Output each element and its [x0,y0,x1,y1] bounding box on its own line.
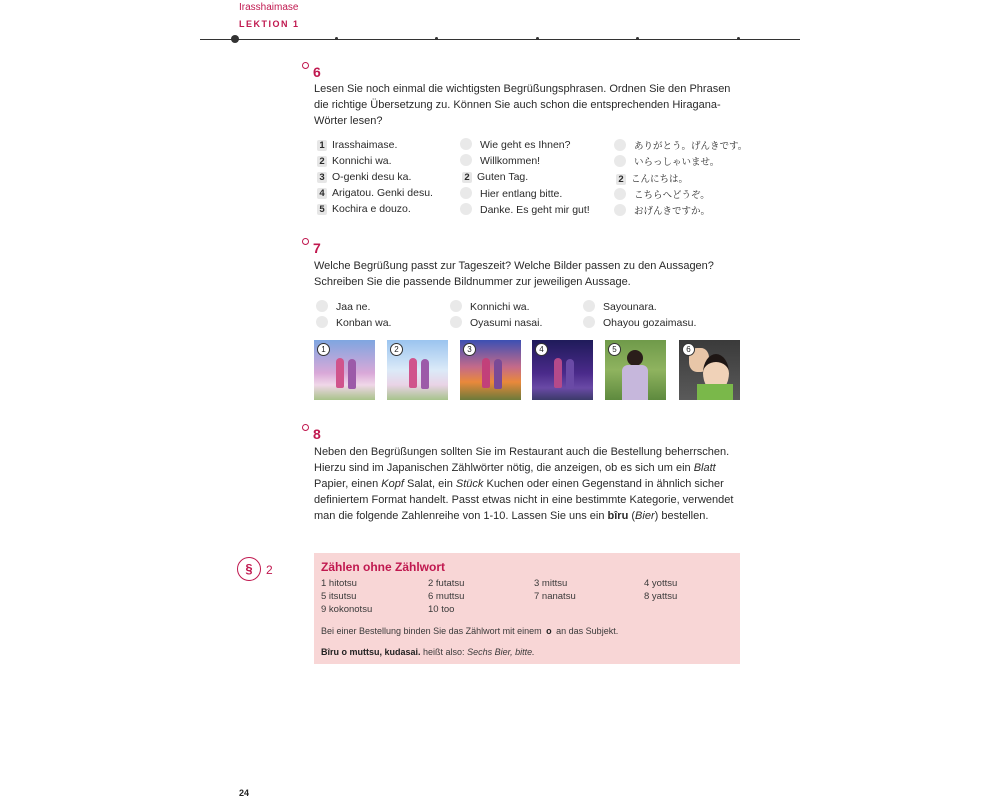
answer-circle[interactable] [460,187,472,199]
answer-circle[interactable] [316,300,328,312]
phrase-row [317,155,392,167]
answer-circle[interactable] [614,139,626,151]
greeting-text: Jaa ne. [336,301,371,313]
image-number: 6 [682,343,695,356]
answer-circle[interactable] [450,316,462,328]
progress-dot [636,37,639,40]
translation-row [462,171,528,183]
count-word: 4 yottsu [644,578,678,589]
exercise-6-number: 6 [313,64,321,80]
photo-woman-bowing [605,340,666,400]
hiragana-row [616,171,688,185]
phrase-text: Kochira e douzo. [332,203,411,215]
head-shape [627,350,643,366]
greeting-text: Konban wa. [336,317,392,329]
phrase-row [317,203,411,215]
image-number: 1 [317,343,330,356]
grammar-section-number: 2 [266,563,273,577]
progress-dot [536,37,539,40]
greeting-text: Ohayou gozaimasu. [603,317,697,329]
hiragana-text: こちらへどうぞ。 [634,190,710,201]
header-rule [200,39,800,40]
hiragana-text: いらっしゃいませ。 [634,157,720,168]
grammar-section-icon[interactable]: § [237,557,261,581]
phrase-text: Arigatou. Genki desu. [332,187,433,199]
answer-circle[interactable] [460,154,472,166]
counting-example: Bîru o muttsu, kudasai. heißt also: Sechs Bier, bitte. [321,647,535,657]
phrase-text: Irasshaimase. [332,139,398,151]
progress-dot-current [231,35,239,43]
figure-shape [421,359,429,389]
answer-circle[interactable] [460,203,472,215]
hiragana-row [614,203,710,217]
greeting-option [316,300,370,313]
image-number: 5 [608,343,621,356]
audio-marker-icon [302,238,309,245]
phrase-number: 1 [317,140,327,151]
answer-circle[interactable] [316,316,328,328]
shirt-shape [697,384,733,400]
phrase-row [317,139,397,151]
figure-shape [409,358,417,388]
hiragana-text: おげんきですか。 [634,206,711,217]
greeting-option [450,316,542,329]
progress-dot [737,37,740,40]
figure-shape [566,359,574,389]
photo-geishas-sunset [460,340,521,400]
progress-dot [435,37,438,40]
hiragana-row [614,154,719,168]
counting-rule: Bei einer Bestellung binden Sie das Zählwort mit einem o an das Subjekt. [321,626,619,636]
translation-row [460,203,590,216]
exercise-8-number: 8 [313,426,321,442]
figure-shape [482,358,490,388]
figure-shape [336,358,344,388]
photo-girl-waving [679,340,740,400]
lesson-label: LEKTION 1 [239,19,300,29]
answer-circle[interactable] [460,138,472,150]
counting-box-title: Zählen ohne Zählwort [321,560,446,574]
progress-dot [335,37,338,40]
figure-shape [348,359,356,389]
answer-circle[interactable] [614,188,626,200]
count-word: 7 nanatsu [534,591,576,602]
page-number: 24 [239,788,250,798]
phrase-row [317,187,433,199]
kimono-shape [622,365,648,400]
chapter-title: Irasshaimase [239,2,299,13]
greeting-text: Konnichi wa. [470,301,530,313]
answer-circle[interactable] [614,204,626,216]
greeting-text: Oyasumi nasai. [470,317,543,329]
count-word: 3 mittsu [534,578,568,589]
exercise-8-text: Neben den Begrüßungen sollten Sie im Restaurant auch die Bestellung beherrschen. Hierzu sind im Japanischen Zählwörter nötig, die anzeigen, ob es sich um ein Blatt Papier, einen Kopf Salat, ein Stück Kuchen oder einen Gegenstand in ähnlich sicher definiertem Format handelt. Passt etwas nicht in eine bestimmte Kategorie, verwendet man die folgende Zahlenreihe von 1-10. Lassen Sie uns ein bîru (Bier) bestellen. [314,446,734,522]
count-word: 8 yattsu [644,591,678,602]
audio-marker-icon [302,62,309,69]
translation-text: Guten Tag. [477,171,529,183]
phrase-text: O-genki desu ka. [332,171,412,183]
translation-text: Willkommen! [480,155,541,167]
count-word: 9 kokonotsu [321,604,373,615]
phrase-number: 2 [317,156,327,167]
greeting-option [583,316,696,329]
audio-marker-icon [302,424,309,431]
image-number: 3 [463,343,476,356]
answer-filled: 2 [462,172,472,183]
photo-geishas-morning [314,340,375,400]
exercise-7-number: 7 [313,240,321,256]
figure-shape [554,358,562,388]
count-word: 2 futatsu [428,578,465,589]
translation-row [460,138,570,151]
answer-circle[interactable] [450,300,462,312]
photo-geishas-night [532,340,593,400]
answer-filled: 2 [616,174,626,185]
translation-row [460,154,540,167]
translation-text: Hier entlang bitte. [480,188,563,200]
count-word: 6 muttsu [428,591,465,602]
hiragana-row [614,187,710,201]
phrase-number: 4 [317,188,327,199]
translation-row [460,187,562,200]
exercise-6-instructions: Lesen Sie noch einmal die wichtigsten Begrüßungsphrasen. Ordnen Sie den Phrasen die richtige Übersetzung zu. Können Sie auch schon die entsprechenden Hiragana-Wörter lesen? [314,83,731,127]
answer-circle[interactable] [614,155,626,167]
answer-circle[interactable] [583,300,595,312]
translation-text: Danke. Es geht mir gut! [480,204,590,216]
count-word: 10 too [428,604,455,615]
exercise-7-instructions: Welche Begrüßung passt zur Tageszeit? Welche Bilder passen zu den Aussagen? Schreiben Sie die passende Bildnummer zur jeweiligen Aussage. [314,260,714,288]
greeting-option [316,316,391,329]
hiragana-row [614,138,747,152]
phrase-number: 5 [317,204,327,215]
image-number: 4 [535,343,548,356]
count-word: 5 itsutsu [321,591,357,602]
phrase-number: 3 [317,172,327,183]
hiragana-text: ありがとう。げんきです。 [634,141,748,152]
answer-circle[interactable] [583,316,595,328]
translation-text: Wie geht es Ihnen? [480,139,571,151]
greeting-option [583,300,657,313]
photo-geishas-day [387,340,448,400]
figure-shape [494,359,502,389]
phrase-text: Konnichi wa. [332,155,392,167]
count-word: 1 hitotsu [321,578,357,589]
image-number: 2 [390,343,403,356]
phrase-row [317,171,411,183]
greeting-option [450,300,530,313]
hiragana-text: こんにちは。 [631,174,689,185]
greeting-text: Sayounara. [603,301,657,313]
